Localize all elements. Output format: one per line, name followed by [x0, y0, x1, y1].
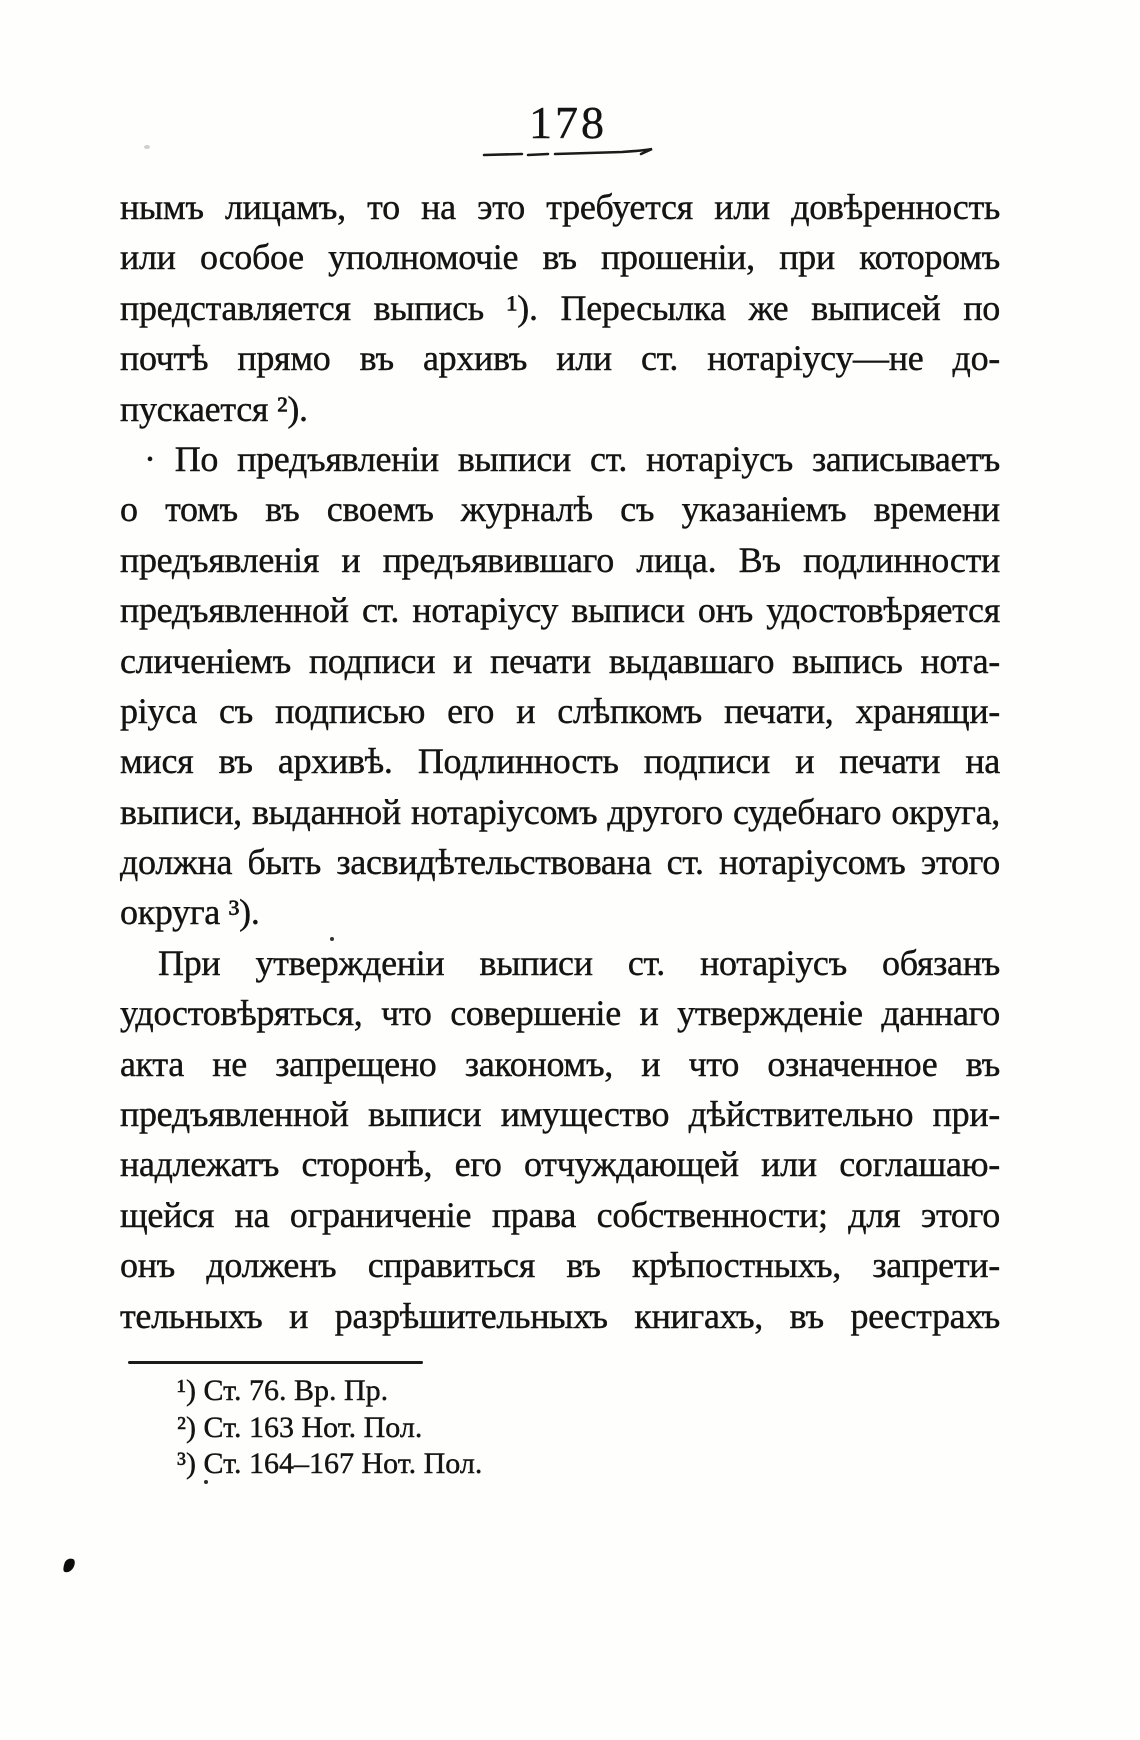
ink-blot	[62, 1557, 77, 1575]
word: удостовѣряться,	[120, 993, 363, 1034]
word: съ	[620, 489, 655, 530]
word: или	[714, 187, 770, 227]
word: сличеніемъ	[120, 640, 291, 681]
word: нотаріусъ	[646, 438, 793, 479]
word: архивѣ.	[277, 741, 393, 782]
word: обязанъ	[882, 942, 1000, 983]
word: мися	[120, 741, 194, 782]
word: ст.	[666, 842, 704, 883]
word: предъявленной	[120, 1094, 349, 1135]
word: и	[289, 1295, 309, 1336]
text-line	[120, 182, 1000, 232]
footnote-separator	[128, 1361, 423, 1364]
word: книгахъ,	[634, 1295, 763, 1336]
word: Въ	[738, 539, 781, 580]
word: лица.	[636, 539, 717, 580]
word: выписи,	[120, 791, 242, 832]
word: Пересылка	[560, 287, 726, 328]
word: запрещено	[275, 1043, 437, 1084]
word: даннаго	[881, 993, 1000, 1034]
word: подписи	[308, 640, 436, 681]
word: соглашаю-	[839, 1144, 1000, 1185]
text-line	[120, 686, 1000, 736]
word: При	[158, 942, 221, 983]
text-line	[120, 1190, 1000, 1240]
word: отчуждающей	[524, 1144, 739, 1185]
footnote-line: ³) Ст. 164–167 Нот. Пол.	[177, 1447, 483, 1481]
word: щейся	[120, 1194, 215, 1235]
word: собственности;	[596, 1194, 828, 1235]
word: представляется	[120, 287, 351, 328]
word: это	[477, 187, 525, 227]
word: подписью	[275, 690, 426, 731]
word: ·	[144, 438, 156, 479]
word: реестрахъ	[850, 1295, 1000, 1336]
word: онъ	[120, 1245, 175, 1286]
text-line	[120, 585, 1000, 635]
body-text	[120, 182, 1000, 1341]
word: подлинности	[803, 539, 1000, 580]
text-line: округа ³).	[120, 892, 260, 933]
word: то	[367, 187, 400, 227]
paragraph	[120, 182, 1000, 434]
word: дѣйствительно	[688, 1094, 914, 1135]
word: въ	[218, 741, 253, 782]
word: По	[174, 438, 219, 479]
word: своемъ	[326, 489, 434, 530]
page-number: 178	[529, 97, 607, 148]
word: выписи	[368, 1094, 482, 1135]
paragraph	[120, 434, 1000, 938]
text-line	[120, 1089, 1000, 1139]
word: времени	[873, 489, 1000, 530]
word: при	[779, 237, 835, 278]
word: прошеніи,	[601, 237, 755, 278]
text-line: пускается ²).	[120, 388, 308, 429]
word: крѣпостныхъ,	[631, 1245, 841, 1286]
word: засвидѣтельствована	[336, 842, 652, 883]
word: выдавшаго	[608, 640, 775, 681]
word: справиться	[367, 1245, 535, 1286]
word: выписи	[479, 942, 593, 983]
word: и	[639, 993, 659, 1034]
text-line	[120, 232, 1000, 282]
word: выписи	[571, 590, 685, 631]
word: его	[447, 690, 495, 731]
word: довѣренность	[791, 187, 1000, 227]
word: долженъ	[206, 1245, 337, 1286]
word: выданной	[251, 791, 401, 832]
text-line	[120, 434, 1000, 484]
word: нотаріусу	[412, 590, 559, 631]
word: печати,	[724, 690, 834, 731]
word: что	[688, 1043, 740, 1084]
footnotes	[177, 1373, 482, 1483]
word: другого	[607, 791, 723, 832]
word: и	[453, 640, 473, 681]
word: означенное	[767, 1043, 938, 1084]
word: же	[748, 287, 789, 328]
word: или	[761, 1144, 817, 1185]
word: тельныхъ	[120, 1295, 263, 1336]
word: по	[963, 287, 1000, 328]
word: ¹).	[506, 287, 538, 328]
text-line	[120, 736, 1000, 786]
word: въ	[542, 237, 577, 278]
text-line	[120, 837, 1000, 887]
page-number-underline	[482, 146, 658, 160]
word: этого	[920, 842, 1000, 883]
word: его	[454, 1144, 502, 1185]
word: печати	[839, 741, 941, 782]
word: подписи	[643, 741, 771, 782]
word: предъявленіи	[237, 438, 439, 479]
speck	[204, 1480, 208, 1484]
word: которомъ	[859, 237, 1000, 278]
word: предъявленія	[120, 539, 319, 580]
word: округа,	[891, 791, 1000, 832]
word: уполномочіе	[328, 237, 519, 278]
word: Подлинность	[417, 741, 619, 782]
word: ст.	[627, 942, 665, 983]
word: выписей	[811, 287, 941, 328]
word: предъявившаго	[382, 539, 614, 580]
word: прямо	[237, 338, 331, 379]
word: ст.	[641, 338, 679, 379]
word: разрѣшительныхъ	[334, 1295, 608, 1336]
word: лицамъ,	[225, 187, 346, 227]
word: требуется	[546, 187, 693, 227]
word: выписи	[457, 438, 571, 479]
text-line	[120, 1039, 1000, 1089]
word: утвержденіи	[255, 942, 445, 983]
word: особое	[199, 237, 304, 278]
speck	[144, 145, 150, 149]
word: ст.	[361, 590, 400, 631]
paragraph	[120, 938, 1000, 1341]
word: выпись	[373, 287, 484, 328]
word: въ	[359, 338, 394, 379]
word: права	[491, 1194, 577, 1235]
word: ріуса	[120, 690, 197, 731]
word: что	[381, 993, 432, 1034]
word: до-	[952, 338, 1000, 379]
word: утвержденіе	[677, 993, 863, 1034]
word: и	[516, 690, 536, 731]
word: имущество	[500, 1094, 670, 1135]
word: въ	[566, 1245, 601, 1286]
word: о	[120, 489, 138, 530]
word: и	[641, 1043, 661, 1084]
word: нота-	[920, 640, 1000, 681]
word: ограниченіе	[289, 1194, 472, 1235]
word: или	[120, 237, 176, 278]
word: указаніемъ	[681, 489, 847, 530]
word: на	[234, 1194, 270, 1235]
word: и	[341, 539, 361, 580]
word: для	[848, 1194, 901, 1235]
word: съ	[219, 690, 253, 731]
text-line	[120, 484, 1000, 534]
text-line	[120, 938, 1000, 988]
word: предъявленной	[120, 590, 349, 631]
word: быть	[247, 842, 321, 883]
text-line	[120, 1291, 1000, 1341]
word: нотаріусъ	[700, 942, 847, 983]
word: удостовѣряется	[766, 590, 1000, 631]
word: на	[965, 741, 1000, 782]
speck	[330, 937, 334, 941]
word: записываетъ	[812, 438, 1000, 479]
word: не	[212, 1043, 247, 1084]
word: совершеніе	[450, 993, 621, 1034]
word: судебнаго	[732, 791, 882, 832]
word: въ	[265, 489, 300, 530]
text-line	[120, 787, 1000, 837]
word: или	[556, 338, 612, 379]
word: акта	[120, 1043, 184, 1084]
word: печати	[490, 640, 591, 681]
word: почтѣ	[120, 338, 209, 379]
word: закономъ,	[464, 1043, 613, 1084]
word: нотаріусу—не	[707, 338, 924, 379]
word: и	[795, 741, 815, 782]
word: нымъ	[120, 187, 204, 227]
word: надлежатъ	[120, 1144, 280, 1185]
word: ст.	[590, 438, 628, 479]
word: на	[421, 187, 456, 227]
word: хранящи-	[855, 690, 1000, 731]
text-line	[120, 1240, 1000, 1290]
word: слѣпкомъ	[557, 690, 702, 731]
word: должна	[120, 842, 233, 883]
word: при-	[932, 1094, 1000, 1135]
text-line	[120, 283, 1000, 333]
word: нотаріусомъ	[719, 842, 906, 883]
word: нотаріусомъ	[410, 791, 598, 832]
footnote-line: ²) Ст. 163 Нот. Пол.	[177, 1410, 423, 1444]
text-line	[120, 535, 1000, 585]
text-line	[120, 1139, 1000, 1189]
text-line	[120, 988, 1000, 1038]
word: въ	[965, 1043, 1000, 1084]
word: архивъ	[422, 338, 528, 379]
word: выпись	[792, 640, 903, 681]
word: сторонѣ,	[301, 1144, 433, 1185]
word: этого	[920, 1194, 1000, 1235]
word: журналѣ	[460, 489, 593, 530]
word: запрети-	[872, 1245, 1000, 1286]
text-line	[120, 636, 1000, 686]
footnote-line: ¹) Ст. 76. Вр. Пр.	[177, 1374, 389, 1407]
text-line	[120, 333, 1000, 383]
word: въ	[789, 1295, 824, 1336]
word: онъ	[697, 590, 753, 631]
word: томъ	[165, 489, 238, 530]
